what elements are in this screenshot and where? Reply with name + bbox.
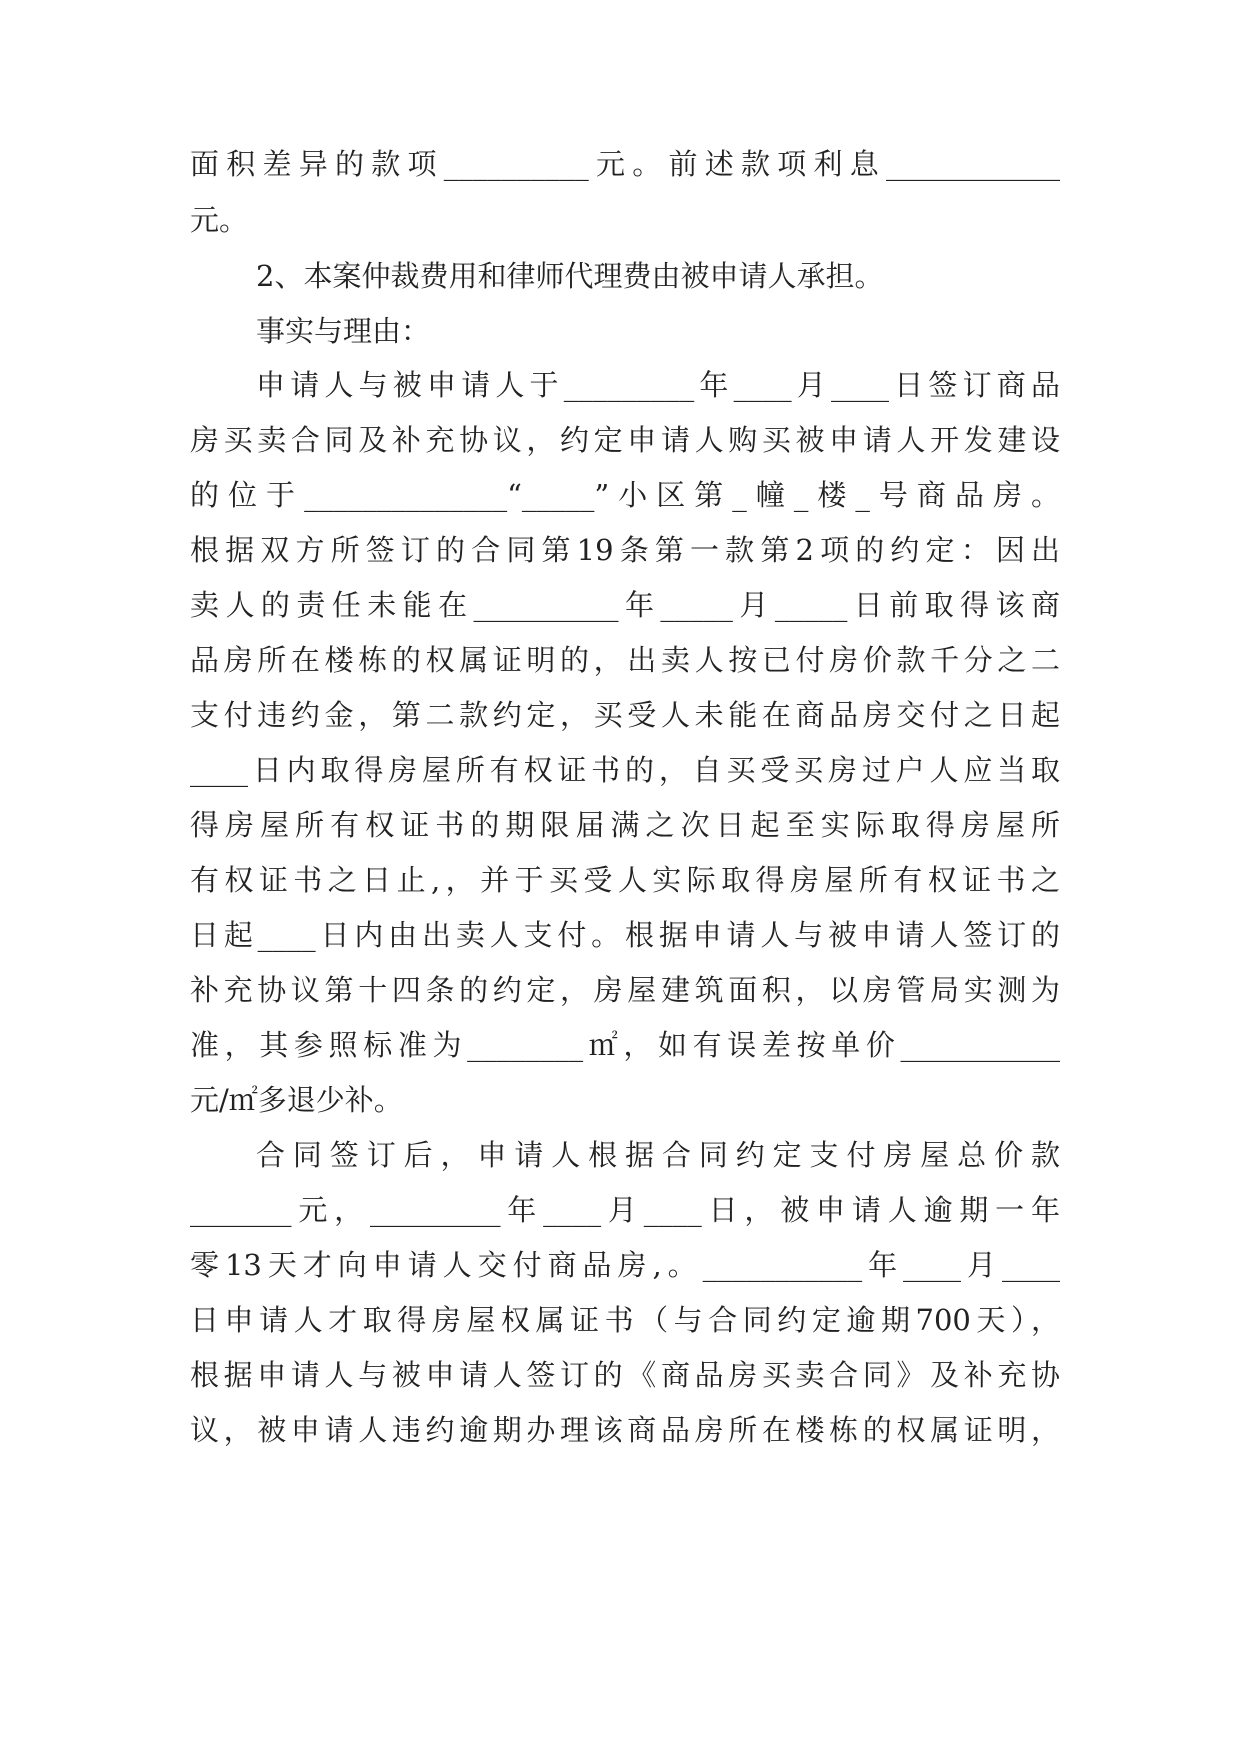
text-line: 支付违约金，第二款约定，买受人未能在商品房交付之日起 bbox=[190, 698, 1060, 732]
text-line: 准，其参照标准为________㎡，如有误差按单价___________ bbox=[190, 1028, 1060, 1062]
text-line: 申请人与被申请人于_________年____月____日签订商品 bbox=[256, 368, 1060, 402]
text-line: 卖人的责任未能在__________年_____月_____日前取得该商 bbox=[190, 588, 1060, 622]
text-line: _______元，_________年____月____日，被申请人逾期一年 bbox=[190, 1193, 1060, 1227]
text-line: 合同签订后，申请人根据合同约定支付房屋总价款 bbox=[256, 1138, 1060, 1172]
text-line: 元/㎡多退少补。 bbox=[190, 1083, 403, 1117]
text-line: 得房屋所有权证书的期限届满之次日起至实际取得房屋所 bbox=[190, 808, 1060, 842]
text-line: 日起____日内由出卖人支付。根据申请人与被申请人签订的 bbox=[190, 918, 1060, 952]
text-line: 品房所在楼栋的权属证明的，出卖人按已付房价款千分之二 bbox=[190, 643, 1060, 677]
text-line: 零13天才向申请人交付商品房,。___________年____月____ bbox=[190, 1248, 1060, 1282]
text-line: 2、本案仲裁费用和律师代理费由被申请人承担。 bbox=[256, 259, 884, 293]
text-line: 根据申请人与被申请人签订的《商品房买卖合同》及补充协 bbox=[190, 1358, 1060, 1392]
text-line: 元。 bbox=[190, 203, 249, 237]
text-line: 面积差异的款项__________元。前述款项利息____________ bbox=[190, 147, 1060, 181]
text-line: 有权证书之日止,，并于买受人实际取得房屋所有权证书之 bbox=[190, 863, 1060, 897]
text-line: 根据双方所签订的合同第19条第一款第2项的约定：因出 bbox=[190, 533, 1060, 567]
text-line: 议，被申请人违约逾期办理该商品房所在楼栋的权属证明， bbox=[190, 1413, 1060, 1447]
text-line: 的位于______________“_____”小区第_幢_楼_号商品房。 bbox=[190, 478, 1060, 512]
text-line: 日申请人才取得房屋权属证书（与合同约定逾期700天）， bbox=[190, 1303, 1060, 1337]
text-line: 事实与理由： bbox=[256, 314, 431, 348]
text-line: 补充协议第十四条的约定，房屋建筑面积，以房管局实测为 bbox=[190, 973, 1060, 1007]
text-line: 房买卖合同及补充协议，约定申请人购买被申请人开发建设 bbox=[190, 423, 1060, 457]
text-line: ____日内取得房屋所有权证书的，自买受买房过户人应当取 bbox=[190, 753, 1060, 787]
